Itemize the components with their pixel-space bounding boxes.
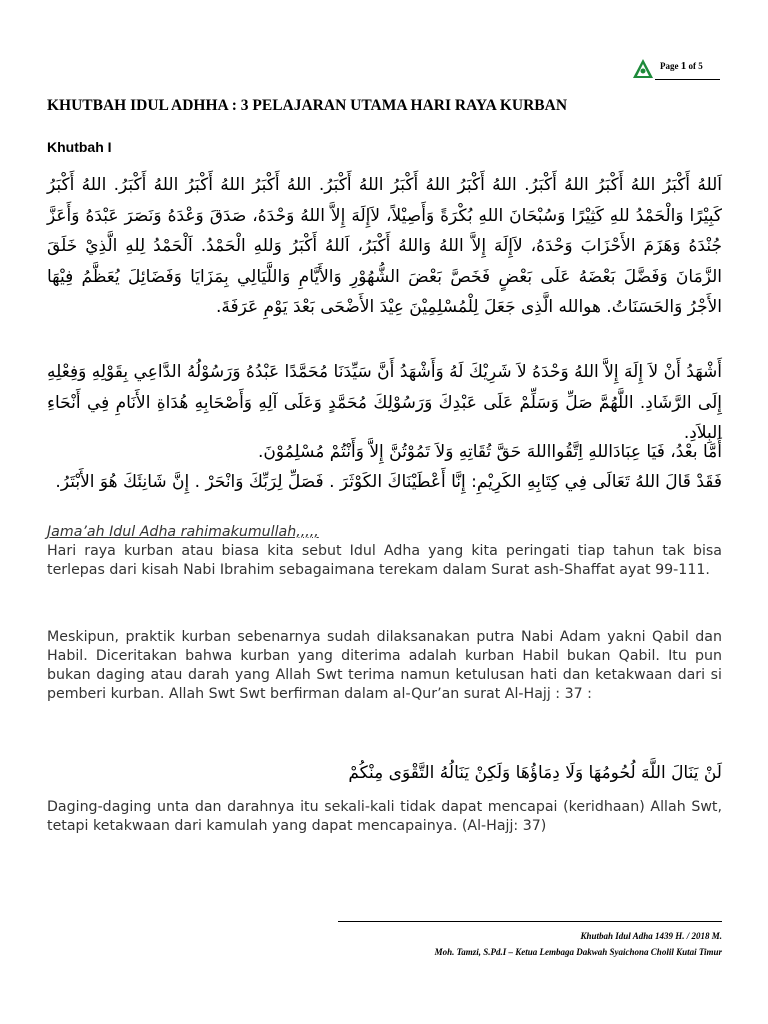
paragraph-2: Meskipun, praktik kurban sebenarnya sudah dilaksanakan putra Nabi Adam yakni Qabil dan Habil. Diceritakan bahwa kurban yang diterima adalah kurban Habil bukan Qabil. Itu pun bukan daging atau darah yang Allah Swt terima namun ketulusan hati dan ketakwaan dari si pemberi kurban. Allah Swt Swt berfirman dalam al-Qur’an surat Al-Hajj : 37 : — [47, 629, 722, 702]
quran-hajj-verse: لَنْ يَنَالَ اللَّهَ لُحُومُهَا وَلَا دِمَاؤُهَا وَلَكِنْ يَنَالُهُ التَّقْوَى مِنْكُمْ — [348, 763, 722, 783]
page-suffix: of 5 — [686, 61, 703, 71]
footer-divider — [338, 921, 722, 922]
header-divider — [655, 79, 720, 80]
footer-author: Moh. Tamzi, S.Pd.I – Ketua Lembaga Dakwah Syaichona Cholil Kutai Timur — [434, 947, 722, 957]
page-number — [660, 60, 703, 72]
page-current: 1 — [680, 60, 687, 72]
arabic-opening-text: اَللهُ أَكْبَرُ اللهُ أَكْبَرُ اللهُ أَكْبَرُ. اللهُ أَكْبَرُ اللهُ أَكْبَرُ اللهُ أَكْبَرُ. اللهُ أَكْبَرُ اللهُ أَكْبَرُ اللهُ أَكْبَرُ. اللهُ أَكْبَرُ كَبِيْرًا وَالْحَمْدُ للهِ كَثِيْرًا وَسُبْحَانَ اللهِ بُكْرَةً وَأَصِيْلاً، لاَإِلَهَ إِلاَّ اللهُ وَحْدَهُ، صَدَقَ وَعْدَهُ وَنَصَرَ عَبْدَهُ وَأَعَزَّ جُنْدَهُ وَهَزَمَ الأَحْزَابَ وَحْدَهُ، لاَإِلَهَ إِلاَّ اللهُ وَاللهُ أَكْبَرُ، اَللهُ أَكْبَرُ وَللهِ الْحَمْدُ. اَلْحَمْدُ لِلهِ الَّذِيْ خَلَقَ الزَّمَانَ وَفَضَّلَ بَعْضَهُ عَلَى بَعْضٍ فَخَصَّ بَعْضَ الشُّهُوْرِ وَالأَيَّامِ وَاللَّيَالِي بِمَزَايَا وَفَضَائِلَ يُعَظَّمُ فِيْهَا الأَجْرُ وَالحَسَنَاتُ. هوالله الَّذِى جَعَلَ لِلْمُسْلِمِيْنَ عِيْدَ الأَضْحَى بَعْدَ يَوْمِ عَرَفَةَ. — [47, 175, 722, 317]
organization-logo-icon — [632, 58, 654, 80]
footer-title: Khutbah Idul Adha 1439 H. / 2018 M. — [580, 931, 722, 941]
section-heading: Khutbah I — [47, 139, 112, 155]
document-title: KHUTBAH IDUL ADHHA : 3 PELAJARAN UTAMA HARI RAYA KURBAN — [47, 97, 568, 114]
paragraph-1: Hari raya kurban atau biasa kita sebut Idul Adha yang kita peringati tiap tahun tak bisa terlepas dari kisah Nabi Ibrahim sebagaimana terekam dalam Surat ash-Shaffat ayat 99-111. — [47, 543, 722, 578]
arabic-shahada-text: أَشْهَدُ أَنْ لاَ إِلَهَ إِلاَّ اللهُ وَحْدَهُ لاَ شَرِيْكَ لَهُ وَأَشْهَدُ أَنَّ سَيِّدَنَا مُحَمَّدًا عَبْدُهُ وَرَسُوْلُهُ الدَّاعِي بِقَوْلِهِ وَفِعْلِهِ إِلَى الرَّشَادِ. اللَّهُمَّ صَلِّ وَسَلِّمْ عَلَى عَبْدِكَ وَرَسُوْلِكَ مُحَمَّدٍ وَعَلَى آلِهِ وَأَصْحَابِهِ هُدَاةِ الأَنَامِ فِي أَنْحَاءِ البِلاَدِ. — [47, 362, 722, 443]
arabic-quran-kawthar-text: فَقَدْ قَالَ اللهُ تَعَالَى فِي كِتَابِهِ الكَرِيْمِ: إِنَّا أَعْطَيْنَاكَ الكَوْثَرَ . فَصَلِّ لِرَبِّكَ وَانْحَرْ . إِنَّ شَانِئَكَ هُوَ الأَبْتَرُ. — [55, 472, 722, 492]
page-prefix: Page — [660, 61, 681, 71]
verse-translation: Daging-daging unta dan darahnya itu sekali-kali tidak dapat mencapai (keridhaan) Allah Swt, tetapi ketakwaan dari kamulah yang dapat mencapainya. (Al-Hajj: 37) — [47, 799, 722, 834]
arabic-amma-badu-text: أَمَّا بعْدُ، فَيَا عِبَادَاللهِ اِتَّقُوااللهَ حَقَّ تُقَاتِهِ وَلاَ تَمُوْتُنَّ إِلاَّ وَأَنْتُمْ مُسْلِمُوْنَ. — [258, 442, 722, 462]
greeting-text: Jama’ah Idul Adha rahimakumullah,,,,, — [47, 524, 319, 540]
